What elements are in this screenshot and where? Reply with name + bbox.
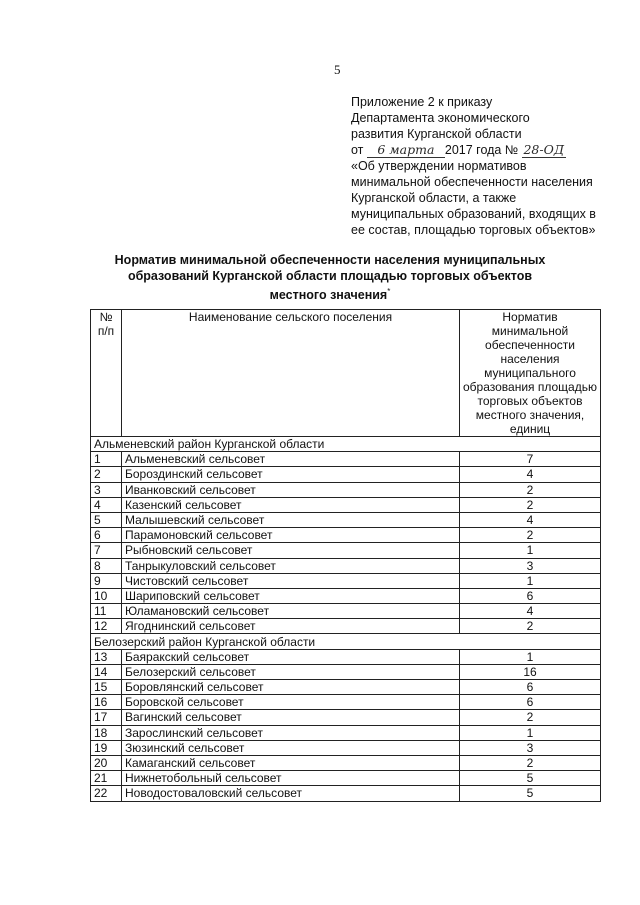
row-number: 7 <box>91 543 122 558</box>
district-name: Белозерский район Курганской области <box>91 634 601 649</box>
norm-value: 1 <box>460 543 601 558</box>
settlement-name: Зюзинский сельсовет <box>122 740 460 755</box>
table-row <box>91 649 601 664</box>
appendix-line-3: развития Курганской области <box>351 127 522 141</box>
table-row <box>91 543 601 558</box>
table-row <box>91 588 601 603</box>
norm-value: 2 <box>460 619 601 634</box>
row-number: 4 <box>91 497 122 512</box>
order-prefix: от <box>351 143 364 157</box>
settlement-name: Рыбновский сельсовет <box>122 543 460 558</box>
norm-value: 3 <box>460 558 601 573</box>
table-row <box>91 573 601 588</box>
row-number: 11 <box>91 604 122 619</box>
settlement-name: Альменевский сельсовет <box>122 452 460 467</box>
table-header-row <box>91 310 601 437</box>
table-row <box>91 695 601 710</box>
order-title-line-3: Курганской области, а также <box>351 191 517 205</box>
header-name: Наименование сельского поселения <box>122 310 460 437</box>
norm-value: 2 <box>460 710 601 725</box>
settlement-name: Вагинский сельсовет <box>122 710 460 725</box>
title-line-3-text: местного значения <box>269 288 388 303</box>
settlement-name: Белозерский сельсовет <box>122 664 460 679</box>
order-middle: 2017 года № <box>444 143 519 157</box>
header-norm: Норматив минимальной обеспеченности населения муниципального образования площадью торговых объектов местного значения, единиц <box>460 310 601 437</box>
order-line <box>351 142 611 158</box>
settlement-name: Малышевский сельсовет <box>122 512 460 527</box>
row-number: 17 <box>91 710 122 725</box>
norm-value: 4 <box>460 467 601 482</box>
table-row <box>91 755 601 770</box>
footnote-mark: * <box>387 287 391 296</box>
norm-value: 2 <box>460 482 601 497</box>
table-row <box>91 452 601 467</box>
settlement-name: Ягоднинский сельсовет <box>122 619 460 634</box>
row-number: 22 <box>91 786 122 801</box>
row-number: 10 <box>91 588 122 603</box>
norm-value: 2 <box>460 497 601 512</box>
row-number: 2 <box>91 467 122 482</box>
table-row <box>91 786 601 801</box>
order-title-line-5: ее состав, площадью торговых объектов» <box>351 223 596 237</box>
settlement-name: Баяракский сельсовет <box>122 649 460 664</box>
settlement-name: Бороздинский сельсовет <box>122 467 460 482</box>
title-line-1: Норматив минимальной обеспеченности населения муниципальных <box>114 253 546 267</box>
district-row <box>91 437 601 452</box>
appendix-header <box>351 94 611 238</box>
table-row <box>91 680 601 695</box>
row-number: 3 <box>91 482 122 497</box>
order-date-handwritten: 6 марта <box>367 143 445 158</box>
table-body <box>91 437 601 802</box>
table-row <box>91 482 601 497</box>
norm-value: 1 <box>460 573 601 588</box>
district-row <box>91 634 601 649</box>
row-number: 21 <box>91 771 122 786</box>
norm-value: 4 <box>460 604 601 619</box>
row-number: 20 <box>91 755 122 770</box>
row-number: 15 <box>91 680 122 695</box>
settlement-name: Парамоновский сельсовет <box>122 528 460 543</box>
row-number: 6 <box>91 528 122 543</box>
table-row <box>91 558 601 573</box>
order-number-handwritten: 28-ОД <box>523 142 565 157</box>
settlement-name: Новодостоваловский сельсовет <box>122 786 460 801</box>
table-row <box>91 725 601 740</box>
row-number: 5 <box>91 512 122 527</box>
table-row <box>91 619 601 634</box>
table-row <box>91 497 601 512</box>
district-name: Альменевский район Курганской области <box>91 437 601 452</box>
header-num: № п/п <box>91 310 122 437</box>
settlement-name: Боровлянский сельсовет <box>122 680 460 695</box>
row-number: 9 <box>91 573 122 588</box>
norm-value: 6 <box>460 680 601 695</box>
norm-value: 1 <box>460 649 601 664</box>
table-row <box>91 740 601 755</box>
norm-value: 5 <box>460 786 601 801</box>
norm-value: 3 <box>460 740 601 755</box>
title-line-2: образований Курганской области площадью торговых объектов <box>127 269 533 283</box>
norm-value: 6 <box>460 695 601 710</box>
norm-value: 2 <box>460 528 601 543</box>
table-row <box>91 710 601 725</box>
norm-value: 7 <box>460 452 601 467</box>
order-title-line-4: муниципальных образований, входящих в <box>351 207 596 221</box>
row-number: 12 <box>91 619 122 634</box>
title-line-3 <box>80 284 580 303</box>
document-title <box>80 252 580 303</box>
norm-value: 1 <box>460 725 601 740</box>
settlement-name: Танрыкуловский сельсовет <box>122 558 460 573</box>
row-number: 16 <box>91 695 122 710</box>
appendix-line-2: Департамента экономического <box>351 111 530 125</box>
table-row <box>91 467 601 482</box>
settlement-name: Юламановский сельсовет <box>122 604 460 619</box>
row-number: 1 <box>91 452 122 467</box>
norm-table <box>90 309 601 802</box>
norm-value: 4 <box>460 512 601 527</box>
norm-value: 2 <box>460 755 601 770</box>
row-number: 8 <box>91 558 122 573</box>
row-number: 13 <box>91 649 122 664</box>
settlement-name: Камаганский сельсовет <box>122 755 460 770</box>
row-number: 18 <box>91 725 122 740</box>
settlement-name: Боровской сельсовет <box>122 695 460 710</box>
row-number: 14 <box>91 664 122 679</box>
settlement-name: Зарослинский сельсовет <box>122 725 460 740</box>
order-title-line-2: минимальной обеспеченности населения <box>351 175 593 189</box>
norm-value: 5 <box>460 771 601 786</box>
table-row <box>91 664 601 679</box>
norm-value: 6 <box>460 588 601 603</box>
row-number: 19 <box>91 740 122 755</box>
settlement-name: Нижнетобольный сельсовет <box>122 771 460 786</box>
table-row <box>91 528 601 543</box>
settlement-name: Чистовский сельсовет <box>122 573 460 588</box>
table-row <box>91 771 601 786</box>
page-number: 5 <box>334 62 341 77</box>
settlement-name: Казенский сельсовет <box>122 497 460 512</box>
settlement-name: Шариповский сельсовет <box>122 588 460 603</box>
norm-value: 16 <box>460 664 601 679</box>
table-row <box>91 604 601 619</box>
order-title-line-1: «Об утверждении нормативов <box>351 159 527 173</box>
appendix-line-1: Приложение 2 к приказу <box>351 95 493 109</box>
settlement-name: Иванковский сельсовет <box>122 482 460 497</box>
table-row <box>91 512 601 527</box>
